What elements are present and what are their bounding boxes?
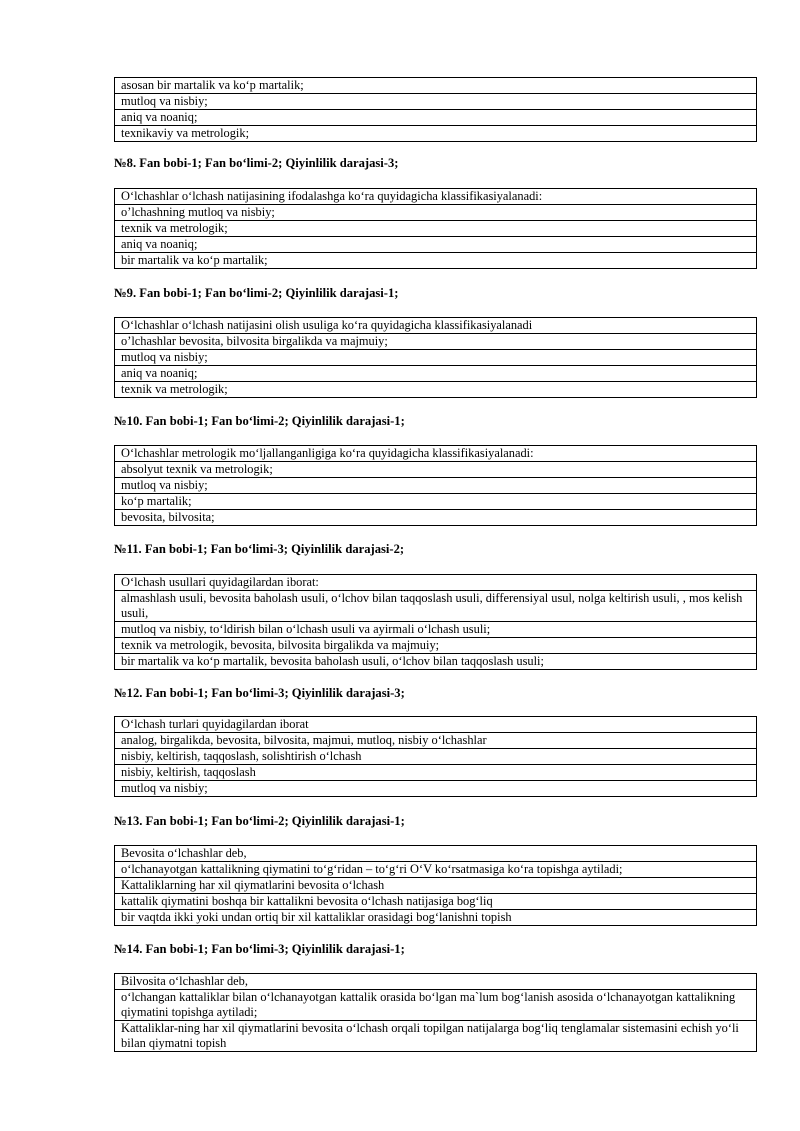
answer-cell: texnik va metrologik, bevosita, bilvosita birgalikda va majmuiy; — [115, 638, 757, 654]
question-heading-9: №9. Fan bobi-1; Fan bo‘limi-2; Qiyinlilik darajasi-1; — [114, 286, 399, 300]
question-table-10 — [114, 445, 757, 526]
table-row — [115, 846, 757, 862]
answer-table-continued — [114, 77, 757, 142]
table-row — [115, 591, 757, 622]
question-cell: O‘lchashlar o‘lchash natijasining ifodalashga ko‘ra quyidagicha klassifikasiyalanadi: — [115, 189, 757, 205]
answer-cell: mutloq va nisbiy; — [115, 94, 757, 110]
question-heading-11: №11. Fan bobi-1; Fan bo‘limi-3; Qiyinlilik darajasi-2; — [114, 542, 405, 556]
table-row — [115, 221, 757, 237]
question-cell: O‘lchashlar metrologik mo‘ljallanganligiga ko‘ra quyidagicha klassifikasiyalanadi: — [115, 446, 757, 462]
table-row — [115, 862, 757, 878]
answer-cell: aniq va noaniq; — [115, 366, 757, 382]
table-row — [115, 494, 757, 510]
question-heading-8: №8. Fan bobi-1; Fan bo‘limi-2; Qiyinlilik darajasi-3; — [114, 156, 399, 170]
question-cell: O‘lchash usullari quyidagilardan iborat: — [115, 575, 757, 591]
answer-cell: bir martalik va ko‘p martalik; — [115, 253, 757, 269]
question-heading-13: №13. Fan bobi-1; Fan bo‘limi-2; Qiyinlilik darajasi-1; — [114, 814, 405, 828]
table-row — [115, 366, 757, 382]
question-heading-12: №12. Fan bobi-1; Fan bo‘limi-3; Qiyinlilik darajasi-3; — [114, 686, 405, 700]
table-row — [115, 575, 757, 591]
table-row — [115, 334, 757, 350]
answer-cell: aniq va noaniq; — [115, 237, 757, 253]
answer-cell: mutloq va nisbiy; — [115, 350, 757, 366]
answer-cell: bir martalik va ko‘p martalik, bevosita baholash usuli, o‘lchov bilan taqqoslash usuli; — [115, 654, 757, 670]
answer-cell: o’lchashning mutloq va nisbiy; — [115, 205, 757, 221]
answer-cell: Kattaliklarning har xil qiymatlarini bevosita o‘lchash — [115, 878, 757, 894]
table-row — [115, 910, 757, 926]
answer-cell: texnik va metrologik; — [115, 221, 757, 237]
question-cell: Bilvosita o‘lchashlar deb, — [115, 974, 757, 990]
table-row — [115, 253, 757, 269]
table-row — [115, 638, 757, 654]
question-cell: O‘lchash turlari quyidagilardan iborat — [115, 717, 757, 733]
question-cell: Bevosita o‘lchashlar deb, — [115, 846, 757, 862]
table-row — [115, 622, 757, 638]
question-table-12 — [114, 716, 757, 797]
table-row — [115, 94, 757, 110]
question-table-13 — [114, 845, 757, 926]
table-row — [115, 446, 757, 462]
table-row — [115, 749, 757, 765]
table-row — [115, 205, 757, 221]
table-row — [115, 126, 757, 142]
table-row — [115, 189, 757, 205]
answer-cell: o‘lchangan kattaliklar bilan o‘lchanayotgan kattalik orasida bo‘lgan ma`lum bog‘lanish asosida o‘lchanayotgan kattalikning qiymatini topishga aytiladi; — [115, 990, 757, 1021]
answer-cell: ko‘p martalik; — [115, 494, 757, 510]
answer-cell: o’lchashlar bevosita, bilvosita birgalikda va majmuiy; — [115, 334, 757, 350]
answer-cell: nisbiy, keltirish, taqqoslash — [115, 765, 757, 781]
question-cell: O‘lchashlar o‘lchash natijasini olish usuliga ko‘ra quyidagicha klassifikasiyalanadi — [115, 318, 757, 334]
answer-cell: o‘lchanayotgan kattalikning qiymatini to‘g‘ridan – to‘g‘ri O‘V ko‘rsatmasiga ko‘ra topishga aytiladi; — [115, 862, 757, 878]
question-table-14 — [114, 973, 757, 1052]
table-row — [115, 510, 757, 526]
answer-cell: analog, birgalikda, bevosita, bilvosita, majmui, mutloq, nisbiy o‘lchashlar — [115, 733, 757, 749]
table-row — [115, 478, 757, 494]
answer-cell: absolyut texnik va metrologik; — [115, 462, 757, 478]
table-row — [115, 350, 757, 366]
table-row — [115, 765, 757, 781]
table-row — [115, 382, 757, 398]
table-row — [115, 237, 757, 253]
answer-cell: bevosita, bilvosita; — [115, 510, 757, 526]
answer-cell: Kattaliklar-ning har xil qiymatlarini bevosita o‘lchash orqali topilgan natijalarga bog‘liq tenglamalar sistemasini echish yo‘li bilan qiymatni topish — [115, 1021, 757, 1052]
answer-cell: mutloq va nisbiy; — [115, 478, 757, 494]
answer-cell: almashlash usuli, bevosita baholash usuli, o‘lchov bilan taqqoslash usuli, differensiyal usul, nolga keltirish usuli, , mos kelish usuli, — [115, 591, 757, 622]
answer-cell: texnik va metrologik; — [115, 382, 757, 398]
table-row — [115, 733, 757, 749]
table-row — [115, 1021, 757, 1052]
table-row — [115, 78, 757, 94]
question-table-9 — [114, 317, 757, 398]
answer-cell: kattalik qiymatini boshqa bir kattalikni bevosita o‘lchash natijasiga bog‘liq — [115, 894, 757, 910]
table-row — [115, 781, 757, 797]
table-row — [115, 894, 757, 910]
table-row — [115, 462, 757, 478]
question-heading-10: №10. Fan bobi-1; Fan bo‘limi-2; Qiyinlilik darajasi-1; — [114, 414, 405, 428]
answer-cell: aniq va noaniq; — [115, 110, 757, 126]
question-table-8 — [114, 188, 757, 269]
table-row — [115, 654, 757, 670]
table-row — [115, 878, 757, 894]
table-row — [115, 318, 757, 334]
table-row — [115, 110, 757, 126]
table-row — [115, 974, 757, 990]
answer-cell: mutloq va nisbiy, to‘ldirish bilan o‘lchash usuli va ayirmali o‘lchash usuli; — [115, 622, 757, 638]
answer-cell: nisbiy, keltirish, taqqoslash, solishtirish o‘lchash — [115, 749, 757, 765]
answer-cell: bir vaqtda ikki yoki undan ortiq bir xil kattaliklar orasidagi bog‘lanishni topish — [115, 910, 757, 926]
answer-cell: asosan bir martalik va ko‘p martalik; — [115, 78, 757, 94]
question-table-11 — [114, 574, 757, 670]
question-heading-14: №14. Fan bobi-1; Fan bo‘limi-3; Qiyinlilik darajasi-1; — [114, 942, 405, 956]
answer-cell: texnikaviy va metrologik; — [115, 126, 757, 142]
table-row — [115, 990, 757, 1021]
answer-cell: mutloq va nisbiy; — [115, 781, 757, 797]
table-row — [115, 717, 757, 733]
